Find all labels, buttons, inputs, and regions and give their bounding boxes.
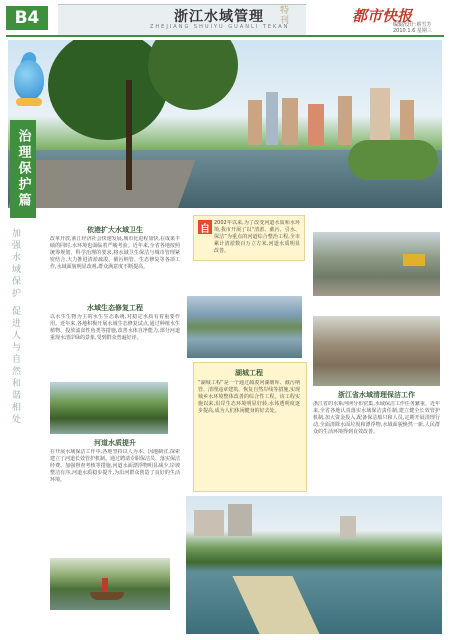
- building: [370, 88, 390, 145]
- riverbank-photo: [313, 316, 440, 386]
- article-body: 以水生生物为主的水生生态系统,对稳定水质有着重要作用。近年来,各地积极开展水域生态修复试点,通过种植水生植物、投放滤食性鱼类等措施,改善水体自净能力,部分河道重现水清岸绿的景象,受到群众普遍好评。: [50, 314, 180, 341]
- article-heading: 河道水质提升: [94, 439, 136, 447]
- building: [266, 92, 278, 145]
- building: [194, 510, 224, 536]
- building: [248, 100, 262, 145]
- building: [400, 100, 414, 145]
- hero-photo: [8, 40, 442, 208]
- page-number: B4: [6, 6, 48, 30]
- title-pinyin: ZHEJIANG SHUIYU GUANLI TEKAN: [150, 24, 290, 30]
- building: [282, 98, 298, 145]
- mascot-body: [14, 60, 44, 100]
- newspaper-logo: 都市快报: [352, 7, 413, 25]
- article-body: 浙江省的水系河网分布密集,水域保洁工作任务繁重。近年来,全省各地认真落实水域保洁责任制,建立健全长效管护机制,加大资金投入,配备保洁船只和人员,定期开展清理行动,全面清除水面垃圾和漂浮物,水域面貌焕然一新,人民群众的生活环境得到有效改善。: [313, 401, 440, 435]
- article-heading: 浙江省水域清理保洁工作: [338, 391, 415, 399]
- article-heading: 依港扩大水域卫生: [87, 226, 143, 234]
- special-tag: 特刊: [280, 6, 290, 26]
- dredging-photo: [313, 232, 440, 296]
- section-title: 浙江水域管理: [174, 9, 264, 25]
- boat-cleaning-photo: [50, 558, 170, 610]
- drop-cap: 自: [198, 220, 212, 234]
- city-river-photo: [186, 496, 442, 634]
- article-heading: 湖城工程: [235, 369, 263, 377]
- promenade: [8, 160, 195, 208]
- article-heading: 水域生态修复工程: [87, 304, 143, 312]
- lake-photo: [187, 296, 302, 358]
- building: [308, 104, 324, 145]
- article-body: “湖城工程”是一个通过疏浚河湖塘库、截污纳管、清理违章建筑、恢复自然岸线等措施,实现城乡水环境整体改善的综合性工程。该工程实施以来,沿岸生态环境明显好转,水体透明度逐步提高,成为人们休闲健身的好去处。: [198, 380, 300, 414]
- shrubs: [348, 140, 438, 180]
- boat: [90, 592, 124, 600]
- tree-trunk: [126, 80, 132, 190]
- vertical-slogan: 加强水域保护 促进人与自然和谐相处: [10, 228, 20, 426]
- header-rule: [6, 35, 444, 37]
- issue-meta: [393, 22, 448, 34]
- river-photo: [50, 382, 168, 434]
- article-body: 在开展水域保洁工作中,各地坚持以人为本、因地制宜,探索建立了河道长效管护机制。通过聘请专职保洁员、落实保洁经费、加强督查考核等措施,河道水面漂浮物明显减少,岸坡整洁有序,河道水质稳步提升,为沿河群众创造了良好的生活环境。: [50, 449, 180, 483]
- intro-quote: 2002年以来,为了改变河道水质和水环境,我市开展了以“清淤、截污、引水、保洁”为重点的河道综合整治工程,全市累计清淤数百万立方米,河道水质明显改善。: [214, 220, 300, 254]
- worker: [102, 578, 108, 592]
- building: [228, 504, 252, 536]
- building: [340, 516, 356, 538]
- riverside-path: [232, 576, 319, 634]
- section-banner: 治理保护篇: [10, 120, 36, 218]
- building: [338, 96, 352, 145]
- mascot-feet: [16, 98, 42, 106]
- article-body: 改革开放,浙江经济社会快速发展,城市化进程加快,在成果丰硕的同时,水环境也面临着严峻考验。近年来,全省各地按照统筹规划、科学治理的要求,将水域卫生保洁与城市管理紧密结合,大力推进清淤疏浚、截污纳管、生态修复等各项工作,水域面貌明显改观,群众满意度不断提高。: [50, 236, 180, 270]
- issue-date: 2010.1.6 星期三: [393, 28, 432, 34]
- excavator: [403, 254, 425, 266]
- editor-credit: 编辑/设计:蔡雪芳: [393, 22, 432, 28]
